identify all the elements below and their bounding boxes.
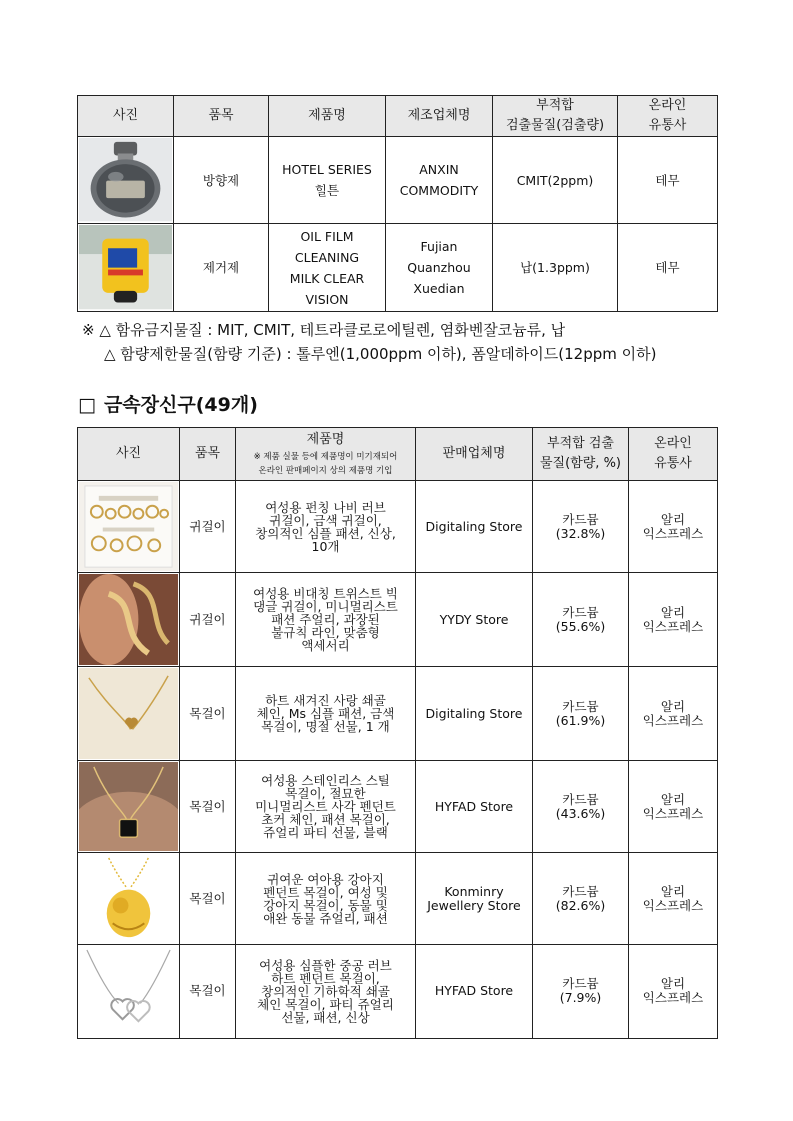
table-header-row <box>78 428 718 481</box>
substance-cell: 납(1.3ppm) <box>493 224 618 312</box>
table-row <box>78 137 718 224</box>
table-row <box>78 573 718 667</box>
substance-cell: 카드뮴 (61.9%) <box>533 667 629 761</box>
product-name-cell: 여성용 비대칭 트위스트 빅 댕글 귀걸이, 미니멀리스트 패션 주얼리, 과장된 불규칙 라인, 맞춤형 액세서리 <box>236 573 416 667</box>
square-pendant-necklace-image <box>79 762 178 851</box>
item-cell: 목걸이 <box>180 761 236 853</box>
product-photo <box>78 761 180 853</box>
item-cell: 제거제 <box>174 224 269 312</box>
product-photo <box>78 481 180 573</box>
note-prohibited-substances: ※ △ 함유금지물질 : MIT, CMIT, 테트라클로로에틸렌, 염화벤잘코늄류, 납 <box>82 321 566 339</box>
header-platform: 온라인 유통사 <box>618 96 718 137</box>
note-restricted-substances: △ 함량제한물질(함량 기준) : 톨루엔(1,000ppm 이하), 폼알데하이드(12ppm 이하) <box>104 345 657 363</box>
chemical-products-table <box>77 95 718 312</box>
substance-cell: CMIT(2ppm) <box>493 137 618 224</box>
header-item: 품목 <box>174 96 269 137</box>
seller-cell: Konminry Jewellery Store <box>416 853 533 945</box>
header-photo: 사진 <box>78 428 180 481</box>
seller-cell: YYDY Store <box>416 573 533 667</box>
product-name-cell: OIL FILM CLEANING MILK CLEAR VISION <box>269 224 386 312</box>
product-photo <box>78 853 180 945</box>
table-row <box>78 481 718 573</box>
header-platform: 온라인 유통사 <box>629 428 718 481</box>
platform-cell: 테무 <box>618 224 718 312</box>
twisted-earring-image <box>79 574 178 665</box>
platform-cell: 알리 익스프레스 <box>629 761 718 853</box>
table-row <box>78 761 718 853</box>
product-photo <box>78 137 174 224</box>
product-photo <box>78 667 180 761</box>
product-name-cell: 하트 새겨진 사랑 쇄골 체인, Ms 심플 패션, 금색 목걸이, 명절 선물, 1 개 <box>236 667 416 761</box>
item-cell: 목걸이 <box>180 667 236 761</box>
product-name-cell: 여성용 스테인리스 스틸 목걸이, 절묘한 미니멀리스트 사각 펜던트 초커 체인, 패션 목걸이, 쥬얼리 파티 선물, 블랙 <box>236 761 416 853</box>
header-item: 품목 <box>180 428 236 481</box>
substance-cell: 카드뮴 (32.8%) <box>533 481 629 573</box>
manufacturer-cell: Fujian Quanzhou Xuedian <box>386 224 493 312</box>
seller-cell: HYFAD Store <box>416 761 533 853</box>
remover-tube-image <box>79 225 172 309</box>
heart-necklace-image <box>79 668 178 759</box>
header-seller: 판매업체명 <box>416 428 533 481</box>
item-cell: 귀걸이 <box>180 573 236 667</box>
substance-cell: 카드뮴 (7.9%) <box>533 945 629 1038</box>
checkbox-glyph: □ <box>78 394 96 416</box>
item-cell: 귀걸이 <box>180 481 236 573</box>
product-name-cell: 여성용 펀칭 나비 러브 귀걸이, 금색 귀걸이, 창의적인 심플 패션, 신상, 10개 <box>236 481 416 573</box>
header-substance: 부적합 검출 물질(함량, %) <box>533 428 629 481</box>
table-row <box>78 667 718 761</box>
dog-pendant-necklace-image <box>79 854 178 943</box>
manufacturer-cell: ANXIN COMMODITY <box>386 137 493 224</box>
header-photo: 사진 <box>78 96 174 137</box>
table-row <box>78 224 718 312</box>
seller-cell: Digitaling Store <box>416 667 533 761</box>
header-product-name: 제품명 <box>269 96 386 137</box>
product-photo <box>78 945 180 1038</box>
platform-cell: 알리 익스프레스 <box>629 945 718 1038</box>
substance-cell: 카드뮴 (43.6%) <box>533 761 629 853</box>
platform-cell: 알리 익스프레스 <box>629 481 718 573</box>
notes <box>82 318 656 366</box>
product-name-cell: HOTEL SERIES 힐튼 <box>269 137 386 224</box>
product-photo <box>78 224 174 312</box>
product-photo <box>78 573 180 667</box>
table-header-row <box>78 96 718 137</box>
item-cell: 방향제 <box>174 137 269 224</box>
header-product-name: 제품명 ※ 제품 실물 등에 제품명이 미기재되어 온라인 판매페이지 상의 제품명 기입 <box>236 428 416 481</box>
table-row <box>78 853 718 945</box>
section-title: 금속장신구(49개) <box>103 394 258 416</box>
platform-cell: 알리 익스프레스 <box>629 853 718 945</box>
platform-cell: 알리 익스프레스 <box>629 667 718 761</box>
seller-cell: Digitaling Store <box>416 481 533 573</box>
platform-cell: 알리 익스프레스 <box>629 573 718 667</box>
item-cell: 목걸이 <box>180 853 236 945</box>
section-heading <box>78 390 258 417</box>
substance-cell: 카드뮴 (55.6%) <box>533 573 629 667</box>
air-freshener-bottle-image <box>79 138 172 221</box>
item-cell: 목걸이 <box>180 945 236 1038</box>
product-name-cell: 여성용 심플한 중공 러브 하트 펜던트 목걸이, 창의적인 기하학적 쇄골 체인 목걸이, 파티 쥬얼리 선물, 패션, 신상 <box>236 945 416 1038</box>
table-row <box>78 945 718 1038</box>
seller-cell: HYFAD Store <box>416 945 533 1038</box>
substance-cell: 카드뮴 (82.6%) <box>533 853 629 945</box>
earring-set-image <box>79 482 178 571</box>
header-substance: 부적합 검출물질(검출량) <box>493 96 618 137</box>
metal-accessories-table <box>77 427 718 1039</box>
double-heart-necklace-image <box>79 946 178 1036</box>
header-manufacturer: 제조업체명 <box>386 96 493 137</box>
product-name-cell: 귀여운 여아용 강아지 펜던트 목걸이, 여성 및 강아지 목걸이, 동물 및 애완 동물 쥬얼리, 패션 <box>236 853 416 945</box>
platform-cell: 테무 <box>618 137 718 224</box>
